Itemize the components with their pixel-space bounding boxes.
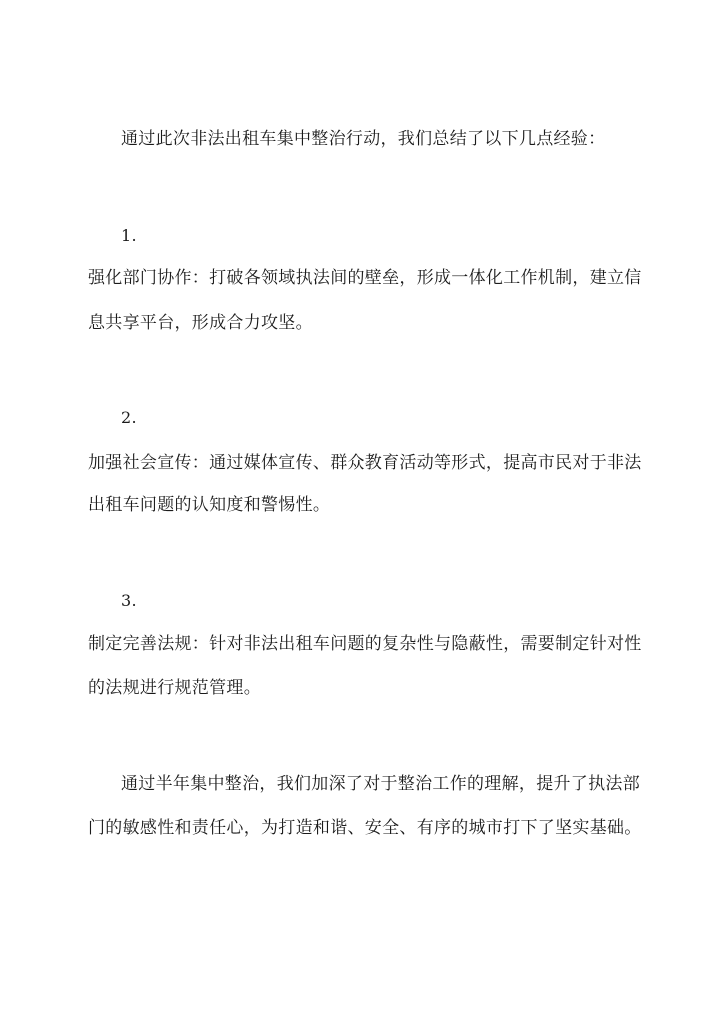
item-number-2: 2. [121, 408, 137, 427]
conclusion-line-1: 通过半年集中整治，我们加深了对于整治工作的理解，提升了执法部 [121, 774, 640, 794]
item-1-line-2: 息共享平台，形成合力攻坚。 [88, 313, 313, 333]
item-number-1: 1. [121, 226, 137, 245]
intro-paragraph: 通过此次非法出租车集中整治行动，我们总结了以下几点经验： [121, 129, 606, 149]
conclusion-line-2: 门的敏感性和责任心，为打造和谐、安全、有序的城市打下了坚实基础。 [88, 818, 642, 838]
item-2-line-2: 出租车问题的认知度和警惕性。 [88, 495, 331, 515]
item-2-line-1: 加强社会宣传：通过媒体宣传、群众教育活动等形式，提高市民对于非法 [88, 453, 642, 473]
item-1-line-1: 强化部门协作：打破各领域执法间的壁垒，形成一体化工作机制，建立信 [88, 268, 642, 288]
item-number-3: 3. [121, 591, 137, 610]
item-3-line-2: 的法规进行规范管理。 [88, 678, 261, 698]
item-3-line-1: 制定完善法规：针对非法出租车问题的复杂性与隐蔽性，需要制定针对性 [88, 634, 642, 654]
